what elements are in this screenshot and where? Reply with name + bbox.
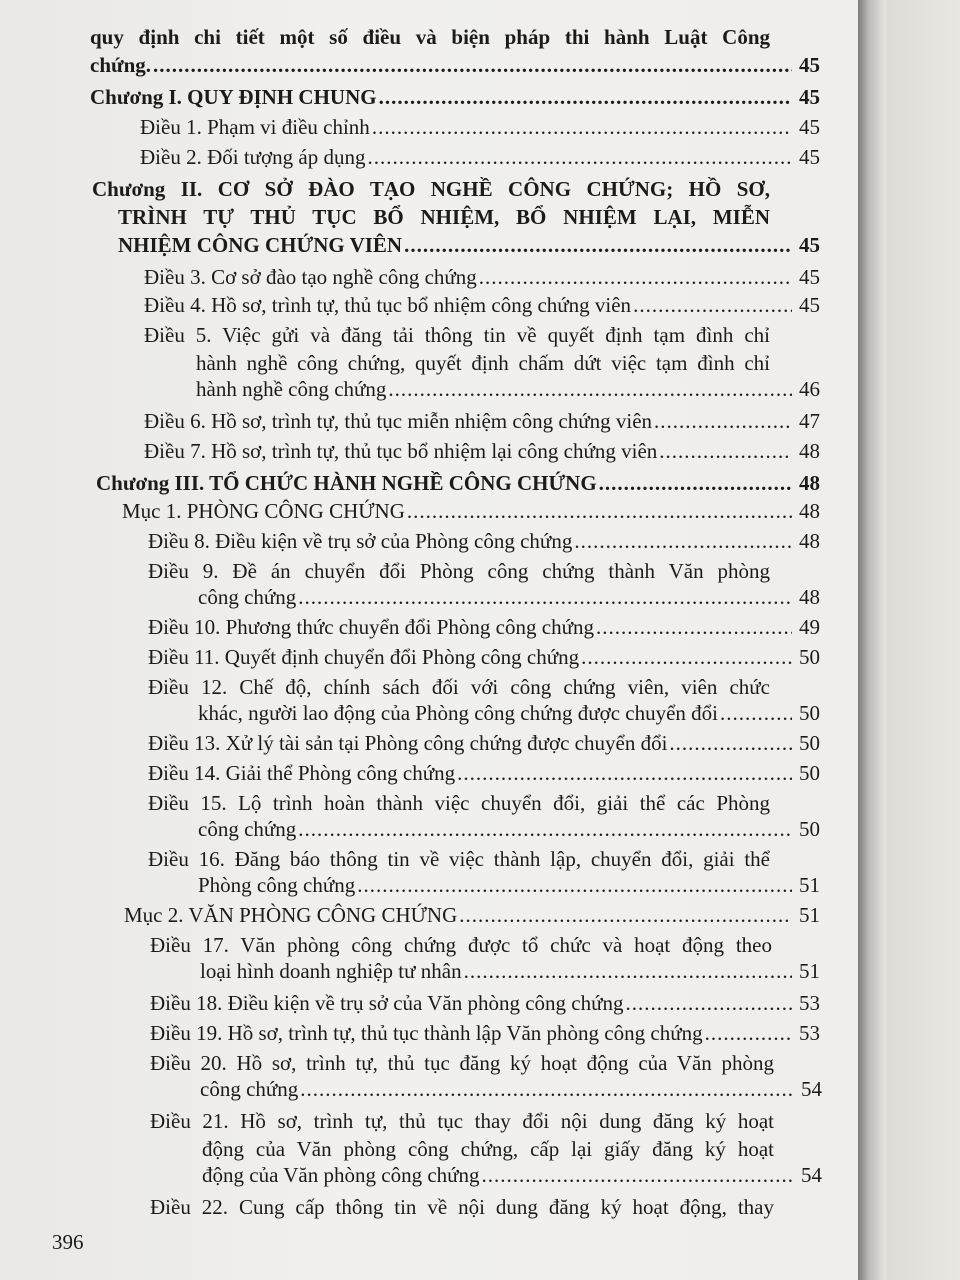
leader-dots (404, 232, 792, 258)
leader-dots (457, 760, 792, 786)
toc-section-2 (124, 902, 820, 928)
toc-entry-article-9-line1: Điều 9. Đề án chuyển đổi Phòng công chứng thành Văn phòng (148, 559, 770, 583)
toc-page-number: 51 (799, 903, 820, 927)
toc-page-number: 49 (799, 615, 820, 639)
toc-entry-label: công chứng (198, 585, 297, 609)
toc-entry-label: công chứng (200, 1077, 299, 1101)
toc-page-number: 50 (799, 731, 820, 755)
toc-entry-label: Điều 3. Cơ sở đào tạo nghề công chứng (144, 265, 477, 289)
toc-entry-label: Điều 18. Điều kiện về trụ sở của Văn phòng công chứng (150, 991, 624, 1015)
toc-page-number: 45 (799, 115, 820, 139)
leader-dots (659, 438, 792, 464)
toc-entry-article-2 (140, 144, 820, 170)
leader-dots (626, 990, 793, 1016)
toc-page-number: 50 (799, 817, 820, 841)
toc-page-number: 54 (801, 1163, 822, 1187)
toc-page-number: 48 (799, 585, 820, 609)
leader-dots (669, 730, 792, 756)
leader-dots (388, 376, 792, 402)
toc-page-number: 48 (799, 529, 820, 553)
leader-dots (479, 264, 792, 290)
leader-dots (459, 902, 792, 928)
toc-entry-article-22-line1: Điều 22. Cung cấp thông tin về nội dung đăng ký hoạt động, thay (150, 1195, 774, 1219)
leader-dots (407, 498, 792, 524)
toc-entry-article-19 (150, 1020, 820, 1046)
toc-entry-label: Chương I. QUY ĐỊNH CHUNG (90, 85, 377, 109)
toc-chapter-3 (96, 470, 820, 496)
toc-entry-article-12 (198, 700, 820, 726)
toc-page-number: 45 (799, 265, 820, 289)
leader-dots (300, 1076, 794, 1102)
toc-entry-label: Điều 6. Hồ sơ, trình tự, thủ tục miễn nhiệm công chứng viên (144, 409, 653, 433)
toc-entry-label: Điều 7. Hồ sơ, trình tự, thủ tục bổ nhiệm lại công chứng viên (144, 439, 658, 463)
toc-entry-label: hành nghề công chứng (196, 377, 387, 401)
toc-chapter-2 (118, 232, 820, 258)
toc-page-number: 50 (799, 645, 820, 669)
toc-entry-label: Điều 14. Giải thể Phòng công chứng (148, 761, 456, 785)
toc-entry-article-17-line1: Điều 17. Văn phòng công chứng được tổ chức và hoạt động theo (150, 933, 772, 957)
toc-page-number: 53 (799, 1021, 820, 1045)
book-gutter (858, 0, 886, 1280)
toc-page-number: 45 (799, 233, 820, 257)
leader-dots (633, 292, 792, 318)
leader-dots (574, 528, 792, 554)
toc-entry-article-20-line1: Điều 20. Hồ sơ, trình tự, thủ tục đăng ký hoạt động của Văn phòng (150, 1051, 774, 1075)
toc-entry-article-4 (144, 292, 820, 318)
toc-entry-label: Điều 8. Điều kiện về trụ sở của Phòng công chứng (148, 529, 573, 553)
toc-entry-article-21 (202, 1162, 822, 1188)
toc-chapter-2-line1: Chương II. CƠ SỞ ĐÀO TẠO NGHỀ CÔNG CHỨNG; HỒ SƠ, (92, 177, 770, 201)
toc-entry-label: Điều 2. Đối tượng áp dụng (140, 145, 366, 169)
toc-entry-label: Điều 11. Quyết định chuyển đổi Phòng công chứng (148, 645, 580, 669)
toc-entry-label: Điều 10. Phương thức chuyển đổi Phòng công chứng (148, 615, 594, 639)
facing-page-edge (886, 0, 960, 1280)
toc-entry-label: Điều 19. Hồ sơ, trình tự, thủ tục thành lập Văn phòng công chứng (150, 1021, 703, 1045)
leader-dots (379, 84, 792, 110)
toc-entry-label: Mục 1. PHÒNG CÔNG CHỨNG (122, 499, 405, 523)
toc-page-number: 50 (799, 761, 820, 785)
leader-dots (153, 52, 792, 78)
toc-entry-label: loại hình doanh nghiệp tư nhân (200, 959, 462, 983)
toc-entry-article-8 (148, 528, 820, 554)
toc-page-number: 51 (799, 959, 820, 983)
toc-entry-article-21-line2: động của Văn phòng công chứng, cấp lại giấy đăng ký hoạt (202, 1137, 774, 1161)
toc-entry-article-20 (200, 1076, 822, 1102)
toc-entry-article-10 (148, 614, 820, 640)
toc-entry-label: Phòng công chứng (198, 873, 356, 897)
toc-entry-article-9 (198, 584, 820, 610)
toc-entry-article-15 (198, 816, 820, 842)
toc-entry-label: Chương III. TỔ CHỨC HÀNH NGHỀ CÔNG CHỨNG (96, 471, 597, 495)
toc-entry-article-18 (150, 990, 820, 1016)
toc-section-1 (122, 498, 820, 524)
leader-dots (367, 144, 792, 170)
toc-chapter-1 (90, 84, 820, 110)
toc-entry-article-5-line1: Điều 5. Việc gửi và đăng tải thông tin về quyết định tạm đình chỉ (144, 323, 770, 347)
toc-entry-label: Mục 2. VĂN PHÒNG CÔNG CHỨNG (124, 903, 458, 927)
toc-page-number: 45 (799, 85, 820, 109)
leader-dots (482, 1162, 794, 1188)
toc-entry-article-15-line1: Điều 15. Lộ trình hoàn thành việc chuyển đổi, giải thể các Phòng (148, 791, 770, 815)
toc-entry-article-11 (148, 644, 820, 670)
toc-chapter-2-line2: TRÌNH TỰ THỦ TỤC BỔ NHIỆM, BỔ NHIỆM LẠI, MIỄN (118, 205, 770, 229)
toc-page-number: 51 (799, 873, 820, 897)
toc-entry-article-3 (144, 264, 820, 290)
toc-page-number: 54 (801, 1077, 822, 1101)
toc-entry-label: chứng. (90, 53, 152, 77)
toc-entry-label: công chứng (198, 817, 297, 841)
leader-dots (298, 584, 792, 610)
toc-page-number: 48 (799, 499, 820, 523)
leader-dots (298, 816, 792, 842)
toc-page-number: 45 (799, 145, 820, 169)
toc-entry-label: Điều 1. Phạm vi điều chỉnh (140, 115, 370, 139)
toc-page-number: 50 (799, 701, 820, 725)
toc-page-number: 53 (799, 991, 820, 1015)
leader-dots (705, 1020, 792, 1046)
toc-entry-label: Điều 13. Xử lý tài sản tại Phòng công chứng được chuyển đổi (148, 731, 668, 755)
toc-entry-label: NHIỆM CÔNG CHỨNG VIÊN (118, 233, 403, 257)
toc-page-number: 45 (799, 53, 820, 77)
toc-page-number: 48 (799, 471, 820, 495)
toc-page-number: 47 (799, 409, 820, 433)
leader-dots (357, 872, 792, 898)
toc-entry-article-12-line1: Điều 12. Chế độ, chính sách đối với công chứng viên, viên chức (148, 675, 770, 699)
leader-dots (654, 408, 792, 434)
leader-dots (372, 114, 792, 140)
leader-dots (581, 644, 792, 670)
toc-entry-article-16-line1: Điều 16. Đăng báo thông tin về việc thành lập, chuyển đổi, giải thể (148, 847, 770, 871)
toc-page-number: 48 (799, 439, 820, 463)
toc-entry-label: Điều 4. Hồ sơ, trình tự, thủ tục bổ nhiệm công chứng viên (144, 293, 632, 317)
toc-entry-article-14 (148, 760, 820, 786)
toc-entry-article-5-line2: hành nghề công chứng, quyết định chấm dứt việc tạm đình chỉ (196, 351, 770, 375)
toc-page-number: 45 (799, 293, 820, 317)
toc-entry-intro-line1: quy định chi tiết một số điều và biện pháp thi hành Luật Công (90, 25, 770, 49)
toc-entry-article-16 (198, 872, 820, 898)
toc-entry-article-6 (144, 408, 820, 434)
leader-dots (464, 958, 792, 984)
toc-entry-article-13 (148, 730, 820, 756)
leader-dots (720, 700, 792, 726)
toc-entry-article-1 (140, 114, 820, 140)
toc-entry-label: động của Văn phòng công chứng (202, 1163, 480, 1187)
leader-dots (599, 470, 792, 496)
toc-entry-intro (90, 52, 820, 78)
toc-entry-label: khác, người lao động của Phòng công chứng được chuyển đổi (198, 701, 718, 725)
toc-page-number: 46 (799, 377, 820, 401)
toc-entry-article-21-line1: Điều 21. Hồ sơ, trình tự, thủ tục thay đổi nội dung đăng ký hoạt (150, 1109, 774, 1133)
toc-entry-article-5 (196, 376, 820, 402)
leader-dots (596, 614, 792, 640)
toc-entry-article-17 (200, 958, 820, 984)
toc-entry-article-7 (144, 438, 820, 464)
page-number: 396 (52, 1230, 84, 1254)
